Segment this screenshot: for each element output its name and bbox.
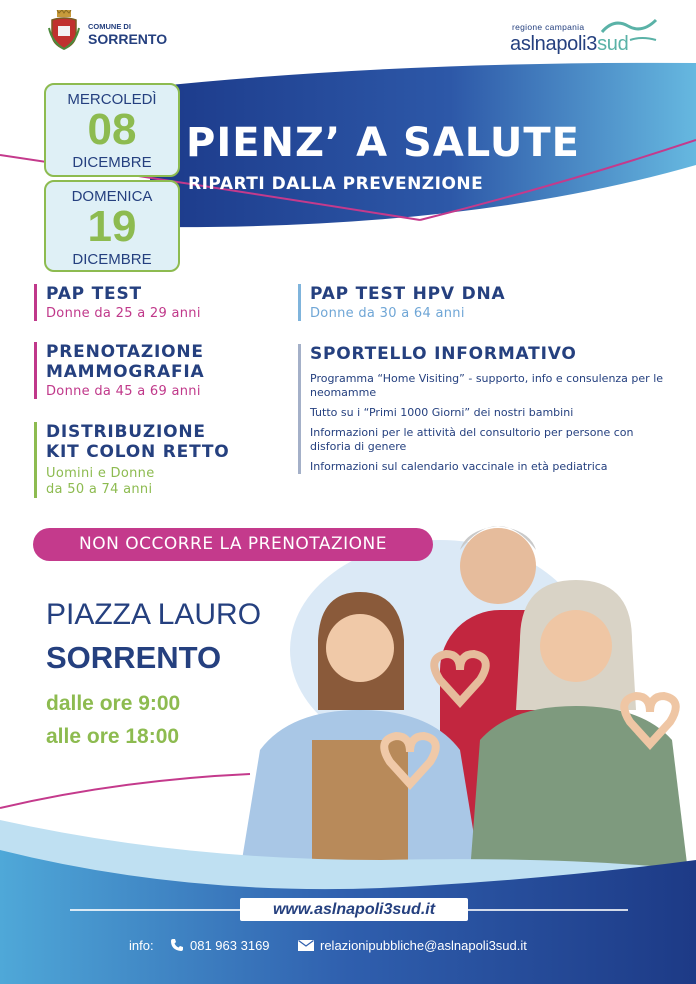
hours-to: alle ore 18:00 [46,725,180,748]
service-title-line1: PRENOTAZIONE [46,342,204,362]
service-title-line2: MAMMOGRAFIA [46,362,205,382]
service-title-line1: DISTRIBUZIONE [46,422,206,442]
service-title: PAP TEST HPV DNA [310,284,506,304]
date-weekday: MERCOLEDÌ [67,91,157,108]
service-target-line1: Uomini e Donne [46,466,155,481]
phone-icon [170,938,184,952]
website-link[interactable]: www.aslnapoli3sud.it [240,898,468,921]
location-city: SORRENTO [46,640,222,675]
email-address[interactable]: relazionipubbliche@aslnapoli3sud.it [320,938,527,953]
date-day: 19 [87,202,137,251]
email-icon [298,940,314,951]
service-sportello-informativo [298,344,670,474]
service-title: SPORTELLO INFORMATIVO [310,344,577,364]
hours-from: dalle ore 9:00 [46,692,181,715]
comune-prefix: COMUNE DI [88,22,131,31]
service-mammografia [34,342,204,399]
info-item: Informazioni sul calendario vaccinale in età pediatrica [310,460,608,473]
service-target: Donne da 30 a 64 anni [310,306,465,321]
footer-divider-left [70,909,240,911]
date-card-2 [44,180,180,272]
date-day: 08 [87,105,137,154]
date-month: DICEMBRE [72,251,152,268]
event-subtitle: RIPARTI DALLA PREVENZIONE [188,174,484,194]
service-title: PAP TEST [46,284,142,304]
footer-divider-right [468,909,628,911]
location-square: PIAZZA LAURO [46,598,262,631]
info-item: Programma “Home Visiting” - supporto, info e consulenza per le neomamme [310,372,664,399]
info-item: Informazioni per le attività del consultorio per persone con disforia di genere [310,426,634,453]
info-label: info: [129,938,154,953]
asl-region: regione campania [512,22,585,32]
comune-crest-icon [48,10,80,50]
asl-logo-text [510,33,628,56]
service-target: Donne da 45 a 69 anni [46,384,201,399]
service-colon-retto [34,422,230,498]
date-month: DICEMBRE [72,154,152,171]
event-title: PIENZ’ A SALUTE [186,120,580,166]
phone-number[interactable]: 081 963 3169 [190,938,270,953]
date-weekday: DOMENICA [71,188,153,205]
asl-name-accent: sud [597,33,629,55]
info-item: Tutto su i “Primi 1000 Giorni” dei nostri bambini [310,406,574,419]
asl-name-main: aslnapoli3 [510,33,598,55]
service-title-line2: KIT COLON RETTO [46,442,230,462]
comune-name: SORRENTO [88,31,168,47]
service-target-line2: da 50 a 74 anni [46,482,153,497]
service-hpv-dna [298,284,505,321]
service-target: Donne da 25 a 29 anni [46,306,201,321]
date-card-1 [44,83,180,177]
service-pap-test [34,284,201,321]
no-booking-badge: NON OCCORRE LA PRENOTAZIONE [33,528,433,561]
